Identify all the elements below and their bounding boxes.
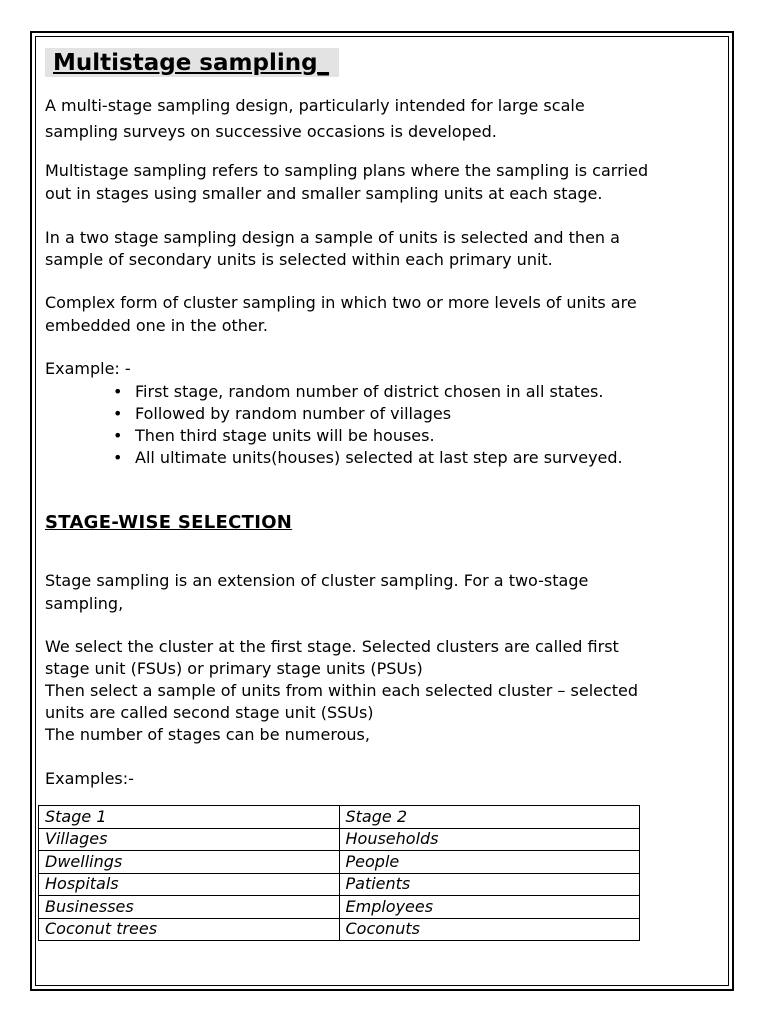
title-underscore: _ bbox=[317, 50, 330, 76]
example-list bbox=[108, 381, 623, 469]
list-item: • Then third stage units will be houses. bbox=[108, 425, 623, 447]
table-cell: Households bbox=[339, 828, 640, 851]
section2-paragraph-1-line-1: Stage sampling is an extension of cluster sampling. For a two-stage bbox=[45, 571, 589, 590]
table-cell: Coconut trees bbox=[39, 918, 340, 941]
section2-paragraph-2-line-2: stage unit (FSUs) or primary stage units (PSUs) bbox=[45, 659, 423, 678]
table-header-row bbox=[39, 806, 640, 829]
paragraph-1-line-2: sampling surveys on successive occasions is developed. bbox=[45, 122, 497, 141]
table-row bbox=[39, 851, 640, 874]
table-cell: Coconuts bbox=[339, 918, 640, 941]
list-item: • All ultimate units(houses) selected at last step are surveyed. bbox=[108, 447, 623, 469]
examples-label: Examples:- bbox=[45, 769, 134, 788]
table-cell: Businesses bbox=[39, 896, 340, 919]
section2-paragraph-2-line-3: Then select a sample of units from within each selected cluster – selected bbox=[45, 681, 639, 700]
table-cell: Patients bbox=[339, 873, 640, 896]
list-item: • First stage, random number of district chosen in all states. bbox=[108, 381, 623, 403]
table-cell: Dwellings bbox=[39, 851, 340, 874]
paragraph-4-line-2: embedded one in the other. bbox=[45, 316, 268, 335]
table-cell: Hospitals bbox=[39, 873, 340, 896]
table-row bbox=[39, 896, 640, 919]
examples-table bbox=[38, 805, 640, 941]
title-text: Multistage sampling bbox=[53, 50, 318, 76]
section2-paragraph-2-line-4: units are called second stage unit (SSUs) bbox=[45, 703, 374, 722]
example-label: Example: - bbox=[45, 359, 131, 378]
section2-paragraph-1-line-2: sampling, bbox=[45, 594, 124, 613]
table-header-cell: Stage 2 bbox=[339, 806, 640, 829]
paragraph-3-line-2: sample of secondary units is selected within each primary unit. bbox=[45, 250, 553, 269]
table-row bbox=[39, 918, 640, 941]
table-cell: People bbox=[339, 851, 640, 874]
paragraph-1-line-1: A multi-stage sampling design, particularly intended for large scale bbox=[45, 96, 585, 115]
paragraph-4-line-1: Complex form of cluster sampling in which two or more levels of units are bbox=[45, 293, 637, 312]
section-heading-stage-wise: STAGE-WISE SELECTION bbox=[45, 512, 293, 533]
section2-paragraph-2-line-1: We select the cluster at the first stage. Selected clusters are called first bbox=[45, 637, 619, 656]
table-cell: Employees bbox=[339, 896, 640, 919]
section2-paragraph-2-line-5: The number of stages can be numerous, bbox=[45, 725, 370, 744]
table-row bbox=[39, 828, 640, 851]
table-header-cell: Stage 1 bbox=[39, 806, 340, 829]
list-item: • Followed by random number of villages bbox=[108, 403, 623, 425]
table-row bbox=[39, 873, 640, 896]
paragraph-3-line-1: In a two stage sampling design a sample of units is selected and then a bbox=[45, 228, 620, 247]
paragraph-2-line-1: Multistage sampling refers to sampling plans where the sampling is carried bbox=[45, 161, 649, 180]
paragraph-2-line-2: out in stages using smaller and smaller sampling units at each stage. bbox=[45, 184, 603, 203]
page-title bbox=[45, 48, 339, 77]
table-cell: Villages bbox=[39, 828, 340, 851]
